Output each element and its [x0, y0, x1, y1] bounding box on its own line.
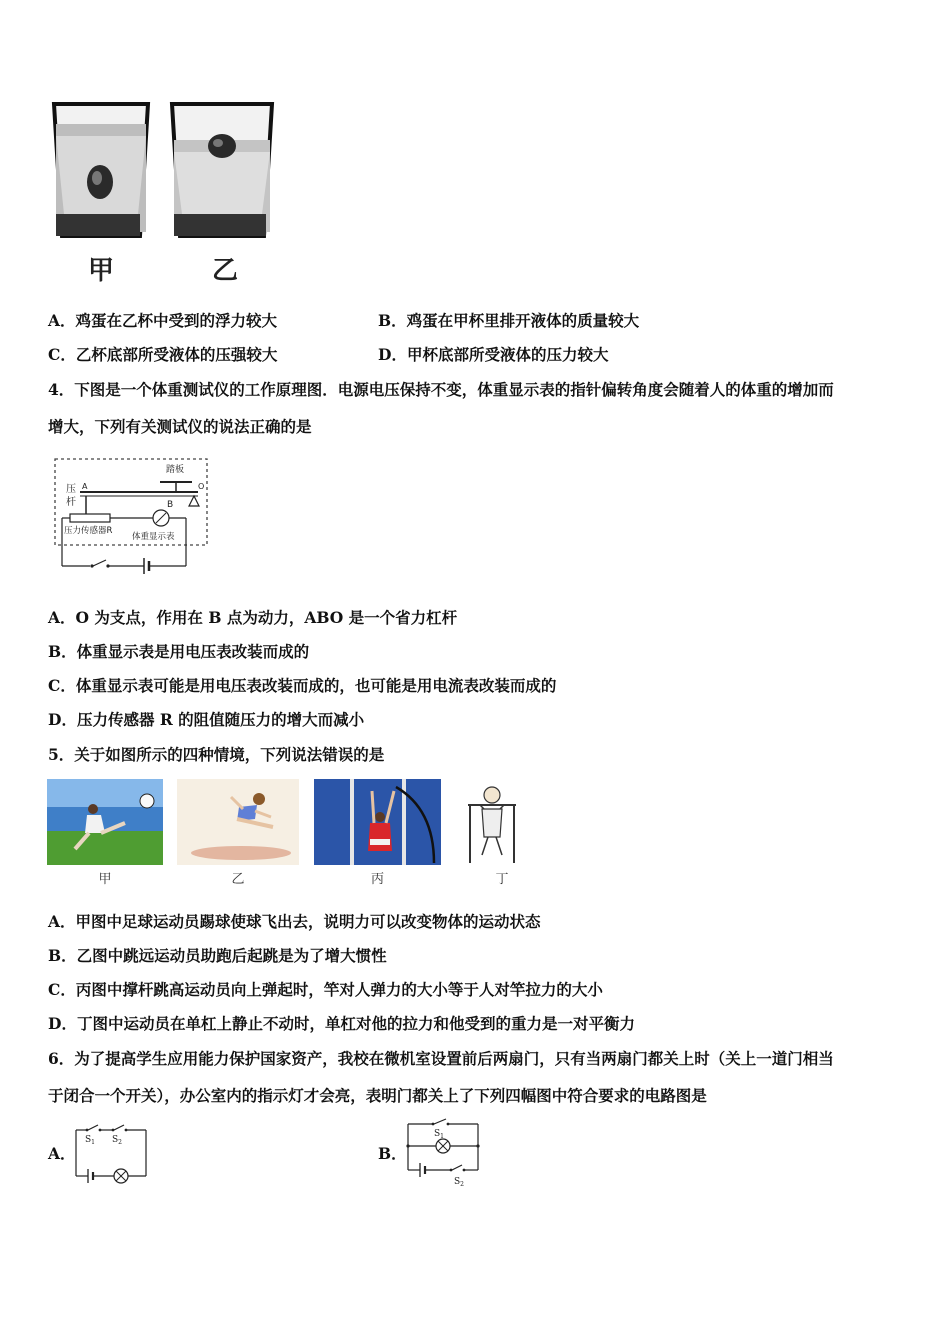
q4-option-c[interactable]: C．体重显示表可能是用电压表改装而成的，也可能是用电流表改装而成的 [48, 676, 557, 695]
q3-option-a[interactable]: A．鸡蛋在乙杯中受到的浮力较大 [48, 311, 278, 330]
glass-label-yi: 乙 [212, 256, 239, 286]
circuit-option-b[interactable] [404, 1116, 484, 1190]
q6-stem-line2: 于闭合一个开关），办公室内的指示灯才会亮，表明门都关上了下列四幅图中符合要求的电路图是 [48, 1086, 707, 1105]
diagram-label-b: B [167, 500, 174, 510]
q6-option-a-label[interactable]: A． [48, 1144, 76, 1163]
q6-option-b-label[interactable]: B． [378, 1144, 407, 1163]
q5-option-d[interactable]: D．丁图中运动员在单杠上静止不动时，单杠对他的拉力和他受到的重力是一对平衡力 [48, 1014, 635, 1033]
q5-option-a[interactable]: A．甲图中足球运动员踢球使球飞出去，说明力可以改变物体的运动状态 [48, 912, 541, 931]
q4-option-d[interactable]: D．压力传感器 R 的阻值随压力的增大而减小 [48, 710, 365, 729]
q4-option-b[interactable]: B．体重显示表是用电压表改装而成的 [48, 642, 310, 661]
switch-label-s1-b: $S_1$ [434, 1129, 444, 1140]
circuit-option-a[interactable] [72, 1122, 152, 1188]
q5-option-b[interactable]: B．乙图中跳远运动员助跑后起跳是为了增大惯性 [48, 946, 387, 965]
glasses-figure [48, 96, 280, 256]
q6-stem-line1: 6．为了提高学生应用能力保护国家资产，我校在微机室设置前后两扇门，只有当两扇门都关上时（关上一道门相当 [48, 1049, 834, 1068]
q4-stem-line1: 4．下图是一个体重测试仪的工作原理图．电源电压保持不变，体重显示表的指针偏转角度会随着人的体重的增加而 [48, 380, 834, 399]
picture-caption-bing: 丙 [370, 872, 384, 887]
pole-vault-picture [314, 779, 441, 865]
glass-label-jia: 甲 [88, 256, 115, 286]
q3-option-d[interactable]: D．甲杯底部所受液体的压力较大 [378, 345, 609, 364]
soccer-picture [47, 779, 163, 865]
diagram-label-a: A [82, 482, 88, 491]
long-jump-picture [177, 779, 299, 865]
switch-label-s2-b: $S_2$ [454, 1177, 464, 1188]
glass-yi [172, 104, 272, 236]
diagram-label-meter: 体重显示表 [132, 532, 175, 542]
q5-option-c[interactable]: C．丙图中撑杆跳高运动员向上弹起时，竿对人弹力的大小等于人对竿拉力的大小 [48, 980, 603, 999]
glass-jia [54, 104, 148, 236]
q3-option-b[interactable]: B．鸡蛋在甲杯里排开液体的质量较大 [378, 311, 640, 330]
weight-tester-diagram [52, 456, 212, 582]
picture-caption-jia: 甲 [98, 872, 112, 887]
q3-option-c[interactable]: C．乙杯底部所受液体的压强较大 [48, 345, 278, 364]
q5-stem: 5．关于如图所示的四种情境，下列说法错误的是 [48, 745, 385, 764]
diagram-label-o: O [198, 482, 205, 491]
picture-caption-yi: 乙 [231, 872, 245, 887]
q4-option-a[interactable]: A．O 为支点，作用在 B 点为动力，ABO 是一个省力杠杆 [48, 608, 458, 627]
diagram-label-sensor: 压力传感器R [64, 526, 113, 536]
diagram-label-press: 压 [66, 484, 76, 495]
diagram-label-pedal: 踏板 [166, 465, 185, 475]
switch-label-s1-a: $S_1$ [85, 1135, 95, 1146]
diagram-label-rod: 杆 [66, 497, 76, 508]
picture-caption-ding: 丁 [495, 872, 509, 887]
switch-label-s2-a: $S_2$ [112, 1135, 122, 1146]
pull-up-bar-picture [460, 779, 524, 865]
q4-stem-line2: 增大，下列有关测试仪的说法正确的是 [48, 417, 312, 436]
